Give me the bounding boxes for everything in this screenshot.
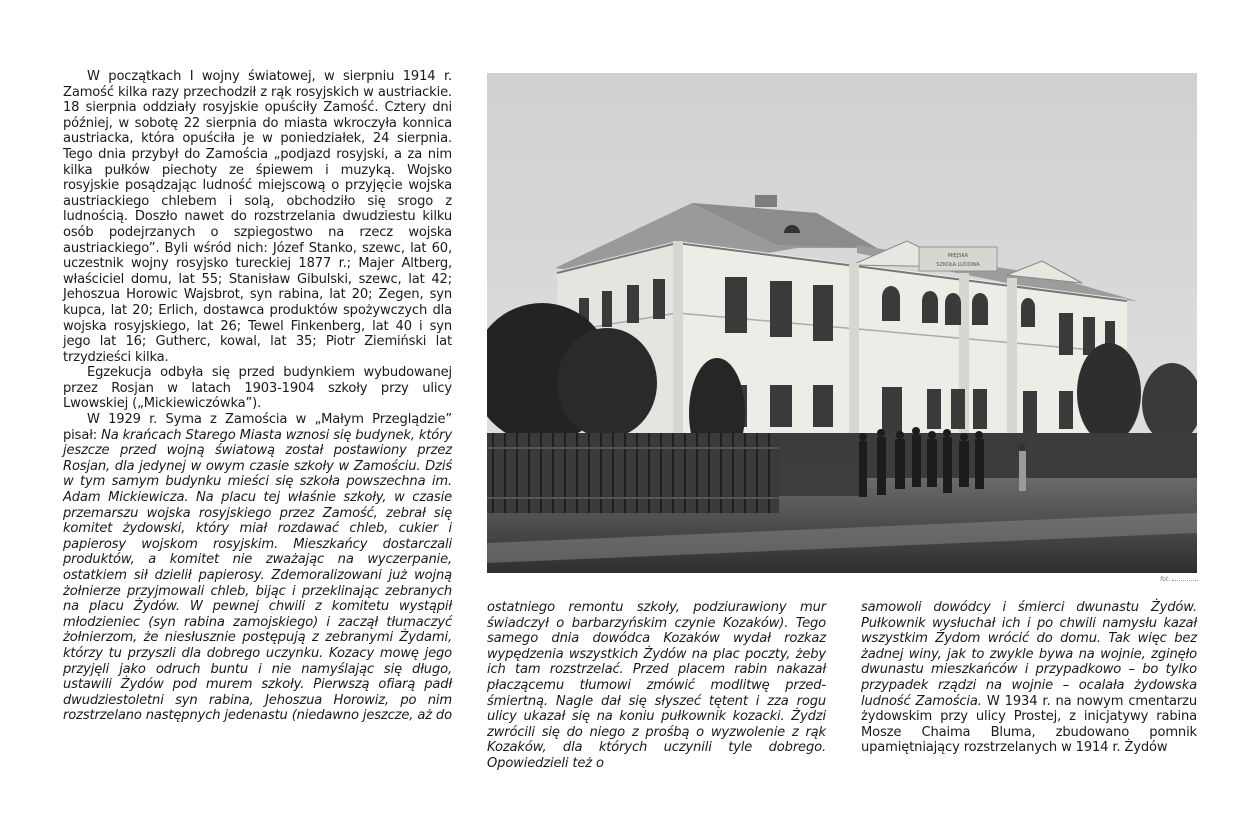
quote-part-3: samowoli dowódcy i śmierci dwunastu Żydów. Pułkownik wysłuchał ich i po chwili namysłu kazał wszystkim Żydom wrócić do domu. Tak więc bez żadnej winy, jak to zwykle bywa na wojnie, zginęło dwunastu mieszkańców i przypadkowo – bo tylko przypadek rządzi na wojnie – ocalała żydowska ludność Zamościa.: [861, 600, 1197, 709]
paragraph-2: Egzekucja odbyła się przed budynkiem wybudowanej przez Rosjan w latach 1903-1904 szkoły przy ulicy Lwowskiej („Mickiewiczówka”).: [63, 365, 452, 412]
paragraph-final: [861, 600, 1197, 756]
middle-text-column: [487, 600, 826, 772]
sign-line-2: SZKOŁA LUDOWA: [936, 262, 980, 268]
sign-line-1: MIEJSKA: [947, 253, 969, 259]
paragraph-3-intro: W 1929 r. Syma z Zamościa w „Małym Przeglądzie” pisał:: [63, 412, 452, 443]
memorial-text: W 1934 r. na nowym cmentarzu żydowskim przy ulicy Prostej, z inicjatywy rabina Mosze Chaima Bluma, zbudowano pomnik upamiętniający rozstrzelanych w 1914 r. Żydów: [861, 693, 1197, 756]
historic-school-photo: [487, 73, 1197, 573]
quote-part-1: Na krańcach Starego Miasta wznosi się budynek, który jeszcze przed wojną światową został postawiony przez Rosjan, dla jedynej w owym czasie szkoły w Zamościu. Dziś w tym samym budynku mieści się szkoła powszechna im. Adam Mickiewicza. Na placu tej właśnie szkoły, w czasie przemarszu wojska rosyjskiego przez Zamość, zebrał się komitet żydowski, który miał rozdawać chleb, cukier i papierosy wojskom rosyjskim. Mieszkańcy dostarczali produktów, a komitet nie zważając na wyczerpanie, ostatkiem sił dzielił papierosy. Zdemoralizowani już wojną żołnierze przyjmowali chleb, bijąc i przeklinając zebranych na placu Żydów. W pewnej chwili z komitetu wystąpił młodzieniec (syn rabina zamojskiego) i zaczął tłumaczyć żołnierzom, że niesłusznie postępują z zebranymi Żydami, którzy tu przyszli dla dobrego uczynku. Kozacy mowę jego przyjęli jako odruch buntu i nie namyślając się długo, ustawili Żydów pod murem szkoły. Pierwszą ofiarą padł dwudziestoletni syn rabina, Jehoszua Horowiz, po nim rozstrzelano następnych jedenastu (niedawno jeszcze, aż do: [63, 427, 452, 724]
left-text-column: [63, 69, 452, 724]
paragraph-3: [63, 412, 452, 724]
paragraph-1: W początkach I wojny światowej, w sierpniu 1914 r. Zamość kilka razy przechodził z rąk rosyjskich w austriackie. 18 sierpnia oddziały rosyjskie opuściły Zamość. Cztery dni później, w sobotę 22 sierpnia do miasta wkroczyła konnica austriacka, która opuściła je w poniedziałek, 24 sierpnia. Tego dnia przybył do Zamościa „podjazd rosyjski, a za nim kilka pułków piechoty ze śpiewem i muzyką. Wojsko rosyjskie posądzając ludność miejscową o przyjęcie wojska austriackiego chlebem i solą, obchodziło się srogo z ludnością. Doszło nawet do rozstrzelania dwudziestu kilku osób podejrzanych o szpiegostwo na rzecz wojska austriackiego”. Byli wśród nich: Józef Stanko, szewc, lat 60, uczestnik wojny rosyjsko tureckiej 1877 r.; Majer Altberg, właściciel domu, lat 55; Stanisław Gibulski, szewc, lat 42; Jehoszua Horowic Wajsbrot, syn rabina, lat 20; Zegen, syn kupca, lat 20; Erlich, dostawca produktów spożywczych dla wojska rosyjskiego, lat 26; Tewel Finkenberg, lat 40 i syn jego lat 16; Gutherc, kowal, lat 35; Piotr Ziemiński lat trzydzieści kilka.: [63, 69, 452, 365]
photo-caption: fot.: [1150, 576, 1198, 583]
right-text-column: [861, 600, 1197, 756]
quote-part-2: ostatniego remontu szkoły, podziurawiony mur świadczył o barbarzyńskim czynie Kozaków). Tego samego dnia dowódca Kozaków wydał rozkaz wypędzenia wszystkich Żydów na plac poczty, żeby ich tam rozstrzelać. Przed placem rabin nakazał płaczącemu tłumowi zmówić modlitwę przed-śmiertną. Nagle dał się słyszeć tętent i zza rogu ulicy ukazał się na koniu pułkownik kozacki. Żydzi zwrócili się do niego z prośbą o wyzwolenie z rąk Kozaków, dla których uczynili tyle dobrego. Opowiedzieli też o: [487, 600, 826, 771]
